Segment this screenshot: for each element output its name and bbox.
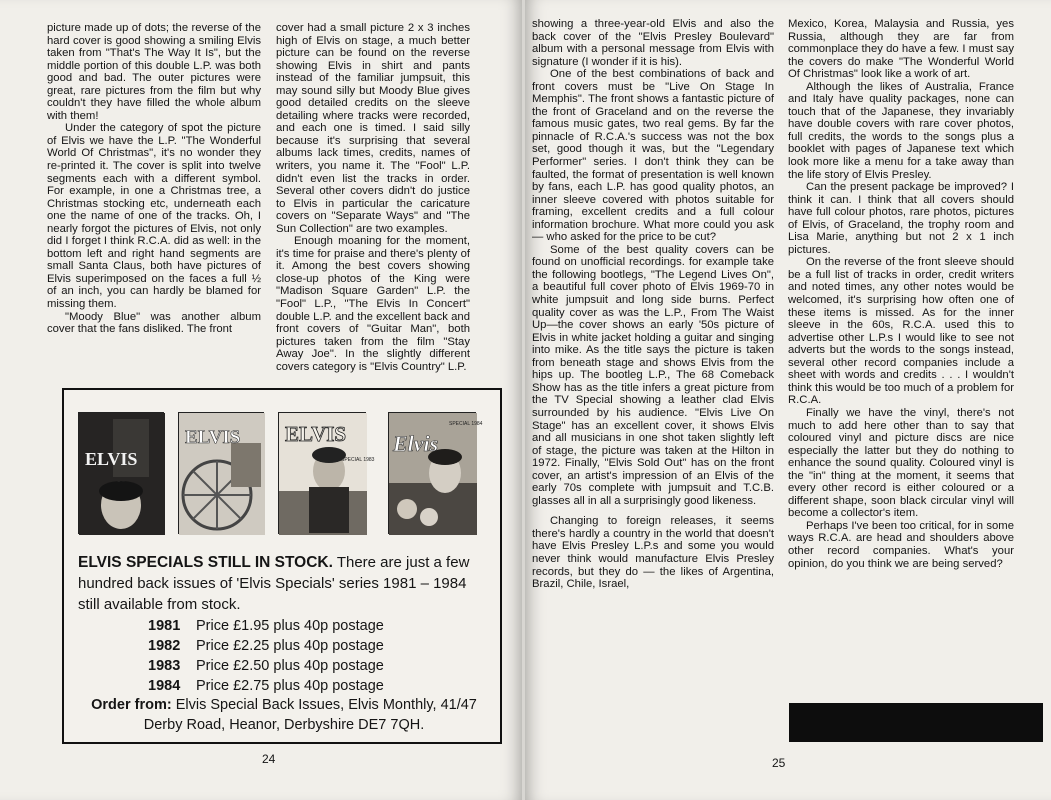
paragraph: Changing to foreign releases, it seems there's hardly a country in the world that doesn't have Elvis Presley L.P.s and some you would never think would manufacture Elvis Presley records, but they do — the likes of Argentina, Brazil, Chile, Israel,	[532, 515, 774, 591]
order-address	[78, 695, 490, 735]
paragraph: Perhaps I've been too critical, for in some ways R.C.A. are head and shoulders above other record companies. What's your opinion, do you think we are being served?	[788, 519, 1014, 570]
paragraph: picture made up of dots; the reverse of the hard cover is good showing a smiling Elvis taken from "That's The Way It Is", but the middle portion of this double L.P. was both good and bad. The outer pictures were great, rare pictures from the film but why couldn't they have filled the whole album with them!	[47, 22, 261, 122]
page-number-right: 25	[772, 756, 786, 770]
paragraph: Can the present package be improved? I think it can. I think that all covers should have full colour photos, rare photos, pictures of Elvis, of Graceland, the trophy room and Lisa Marie, anything but not 2 x 1 inch pictures.	[788, 181, 1014, 256]
elvis-specials-advert	[62, 388, 502, 744]
magazine-covers	[78, 412, 488, 534]
left-page	[0, 0, 522, 800]
advert-headline-text: There are just a few hundred back issues of 'Elvis Specials' series 1981 – 1984 still available from stock.	[78, 554, 470, 613]
right-page	[525, 0, 1051, 800]
paragraph: Enough moaning for the moment, it's time for praise and there's plenty of it. Among the best covers showing close-up photos of the King were "Madison Square Garden" L.P. the "Fool" L.P., "The Elvis In Concert" double L.P. and the excellent back and front covers of "Guitar Man", both pictures taken from the film "Stay Away Joe". In the slightly different covers category is "Elvis Country" L.P.	[276, 235, 470, 373]
cover-subtitle-text: SPECIAL 1984	[449, 421, 483, 427]
cover-image-1981	[78, 412, 164, 534]
advert-headline	[78, 552, 490, 615]
paragraph: Under the category of spot the picture of Elvis we have the L.P. "The Wonderful World Of Christmas", it's no wonder they re-printed it. The cover is split into twelve segments each with a different symbol. For example, in one a Christmas tree, a Christmas stocking etc, underneath each one the name of one of the tracks. Oh, I nearly forgot the pictures of Elvis, not only did I forget I think R.C.A. did as well: in the bottom left and right hand segments are small Santa Claus, both have pictures of Elvis superimposed on the faces a full ½ of an inch, you can hardly be blamed for missing them.	[47, 122, 261, 311]
page-number-left: 24	[262, 752, 276, 766]
price-year: 1984	[148, 678, 181, 694]
left-column-1	[47, 22, 261, 336]
paragraph: showing a three-year-old Elvis and also the back cover of the "Elvis Presley Boulevard" album with a personal message from Elvis with signature (I wonder if it is his).	[532, 18, 774, 68]
cover-art	[79, 413, 165, 535]
price-text: Price £2.75 plus 40p postage	[196, 678, 384, 694]
price-text: Price £1.95 plus 40p postage	[196, 618, 384, 634]
price-text: Price £2.50 plus 40p postage	[196, 658, 384, 674]
cover-title-text: Elvis	[393, 431, 439, 456]
cover-image-1982	[178, 412, 264, 534]
price-year: 1981	[148, 618, 181, 634]
price-row	[148, 636, 384, 656]
paragraph: Some of the best quality covers can be found on unofficial recordings. for example take the following bootlegs, "The Legend Lives On", a beautiful full cover photo of Elvis 1969-70 in white jumpsuit and long side burns. Perfect quality cover as was the L.P., From The Waist Up—the cover shows an early '50s picture of Elvis in white jacket holding a guitar and singing into mike. As the title says the picture is taken from beneath stage and shows Elvis from the hips up. The bootleg L.P., The 68 Comeback Show has as the title infers a great picture from the TV Special showing a leather clad Elvis surrounded by his audience. "Elvis Live On Stage" has an excellent cover, it shows Elvis and all musicians in one shot taken slightly left of stage, the picture was taken at the Hilton in 1972. Finally, "Elvis Sold Out" has on the front cover, an artist's impression of an Elvis of the early 70s complete with jumpsuit and T.C.B. glasses all in all a surprisingly good likeness.	[532, 243, 774, 507]
paragraph: On the reverse of the front sleeve should be a full list of tracks in order, credit writers and noted times, any other notes would be welcomed, it's surprising how often one of these items is missed. As for the inner sleeve in the 60s, R.C.A. used this to advertise other L.P.s I would like to see not adverts but the words to the songs instead, several other record companies include a sheet with words and credits . . . I wouldn't think this would be too much of a problem for R.C.A.	[788, 256, 1014, 407]
price-row	[148, 676, 384, 696]
cover-image-1983	[278, 412, 375, 534]
price-year: 1983	[148, 658, 181, 674]
right-column-2	[788, 18, 1014, 570]
paragraph: Finally we have the vinyl, there's not much to add here other than to say that coloured vinyl and picture discs are nice especially the latter but they do nothing to enhance the sound quality. Coloured vinyl is the "in" thing at the moment, it seems that every other record is either coloured or a different shape, soon black circular vinyl will become a collector's item.	[788, 406, 1014, 520]
paragraph: Mexico, Korea, Malaysia and Russia, yes Russia, although they are far from commonplace they do have a few. I must say the covers do make "The Wonderful World Of Christmas" look like a work of art.	[788, 18, 1014, 81]
cover-art	[179, 413, 265, 535]
cover-title-text: ELVIS	[285, 422, 347, 446]
cover-title-text: ELVIS	[85, 449, 138, 469]
price-year: 1982	[148, 638, 181, 654]
order-label: Order from:	[91, 697, 172, 713]
cover-art	[389, 413, 483, 535]
paragraph: cover had a small picture 2 x 3 inches high of Elvis on stage, a much better picture can be found on the reverse showing Elvis in shirt and pants instead of the familiar jumpsuit, this may sound silly but Moody Blue gives good detailed credits on the sleeve detailing where tracks were recorded, and each one is timed. I said silly because it's surprising that several albums lack times, credits, names of writers, you name it. The "Fool" L.P. didn't even list the tracks in order. Several other covers didn't do justice to Elvis in particular the caricature covers on "Separate Ways" and "The Sun Collection" are two examples.	[276, 22, 470, 235]
redaction-bar	[789, 703, 1043, 742]
paragraph: One of the best combinations of back and front covers must be "Live On Stage In Memphis". The front shows a fantastic picture of the front of Graceland and on the reverse the famous music gates, two real gems. By far the pinnacle of R.C.A.'s success was not the box set, good though it was, but the "Legendary Performer" series. I don't think they can be faulted, the format of presentation is well known by fans, each L.P. has good quality photos, an inner sleeve covered with photos suitable for framing, excellent credits and a full colour information brochure. What more could you ask — who asked for the price to be cut?	[532, 68, 774, 244]
advert-headline-bold: ELVIS SPECIALS STILL IN STOCK.	[78, 554, 333, 571]
paragraph: Although the likes of Australia, France and Italy have quality packages, none can touch that of the Japanese, they invariably have double covers with rare cover photos, full credits, the words to the songs plus a booklet with pages of Japanese text which look more like a menu for a take away than the life story of Elvis Presley.	[788, 80, 1014, 181]
order-text: Elvis Special Back Issues, Elvis Monthly, 41/47 Derby Road, Heanor, Derbyshire DE7 7QH.	[143, 697, 477, 733]
right-column-1	[532, 18, 774, 591]
price-row	[148, 616, 384, 636]
cover-image-1984	[388, 412, 483, 534]
cover-art	[279, 413, 375, 535]
cover-title-text: ELVIS	[185, 427, 241, 448]
cover-subtitle-text: SPECIAL 1983	[341, 457, 375, 463]
price-row	[148, 656, 384, 676]
paragraph: "Moody Blue" was another album cover that the fans disliked. The front	[47, 310, 261, 336]
left-column-2	[276, 22, 470, 373]
price-text: Price £2.25 plus 40p postage	[196, 638, 384, 654]
price-list	[148, 616, 384, 696]
